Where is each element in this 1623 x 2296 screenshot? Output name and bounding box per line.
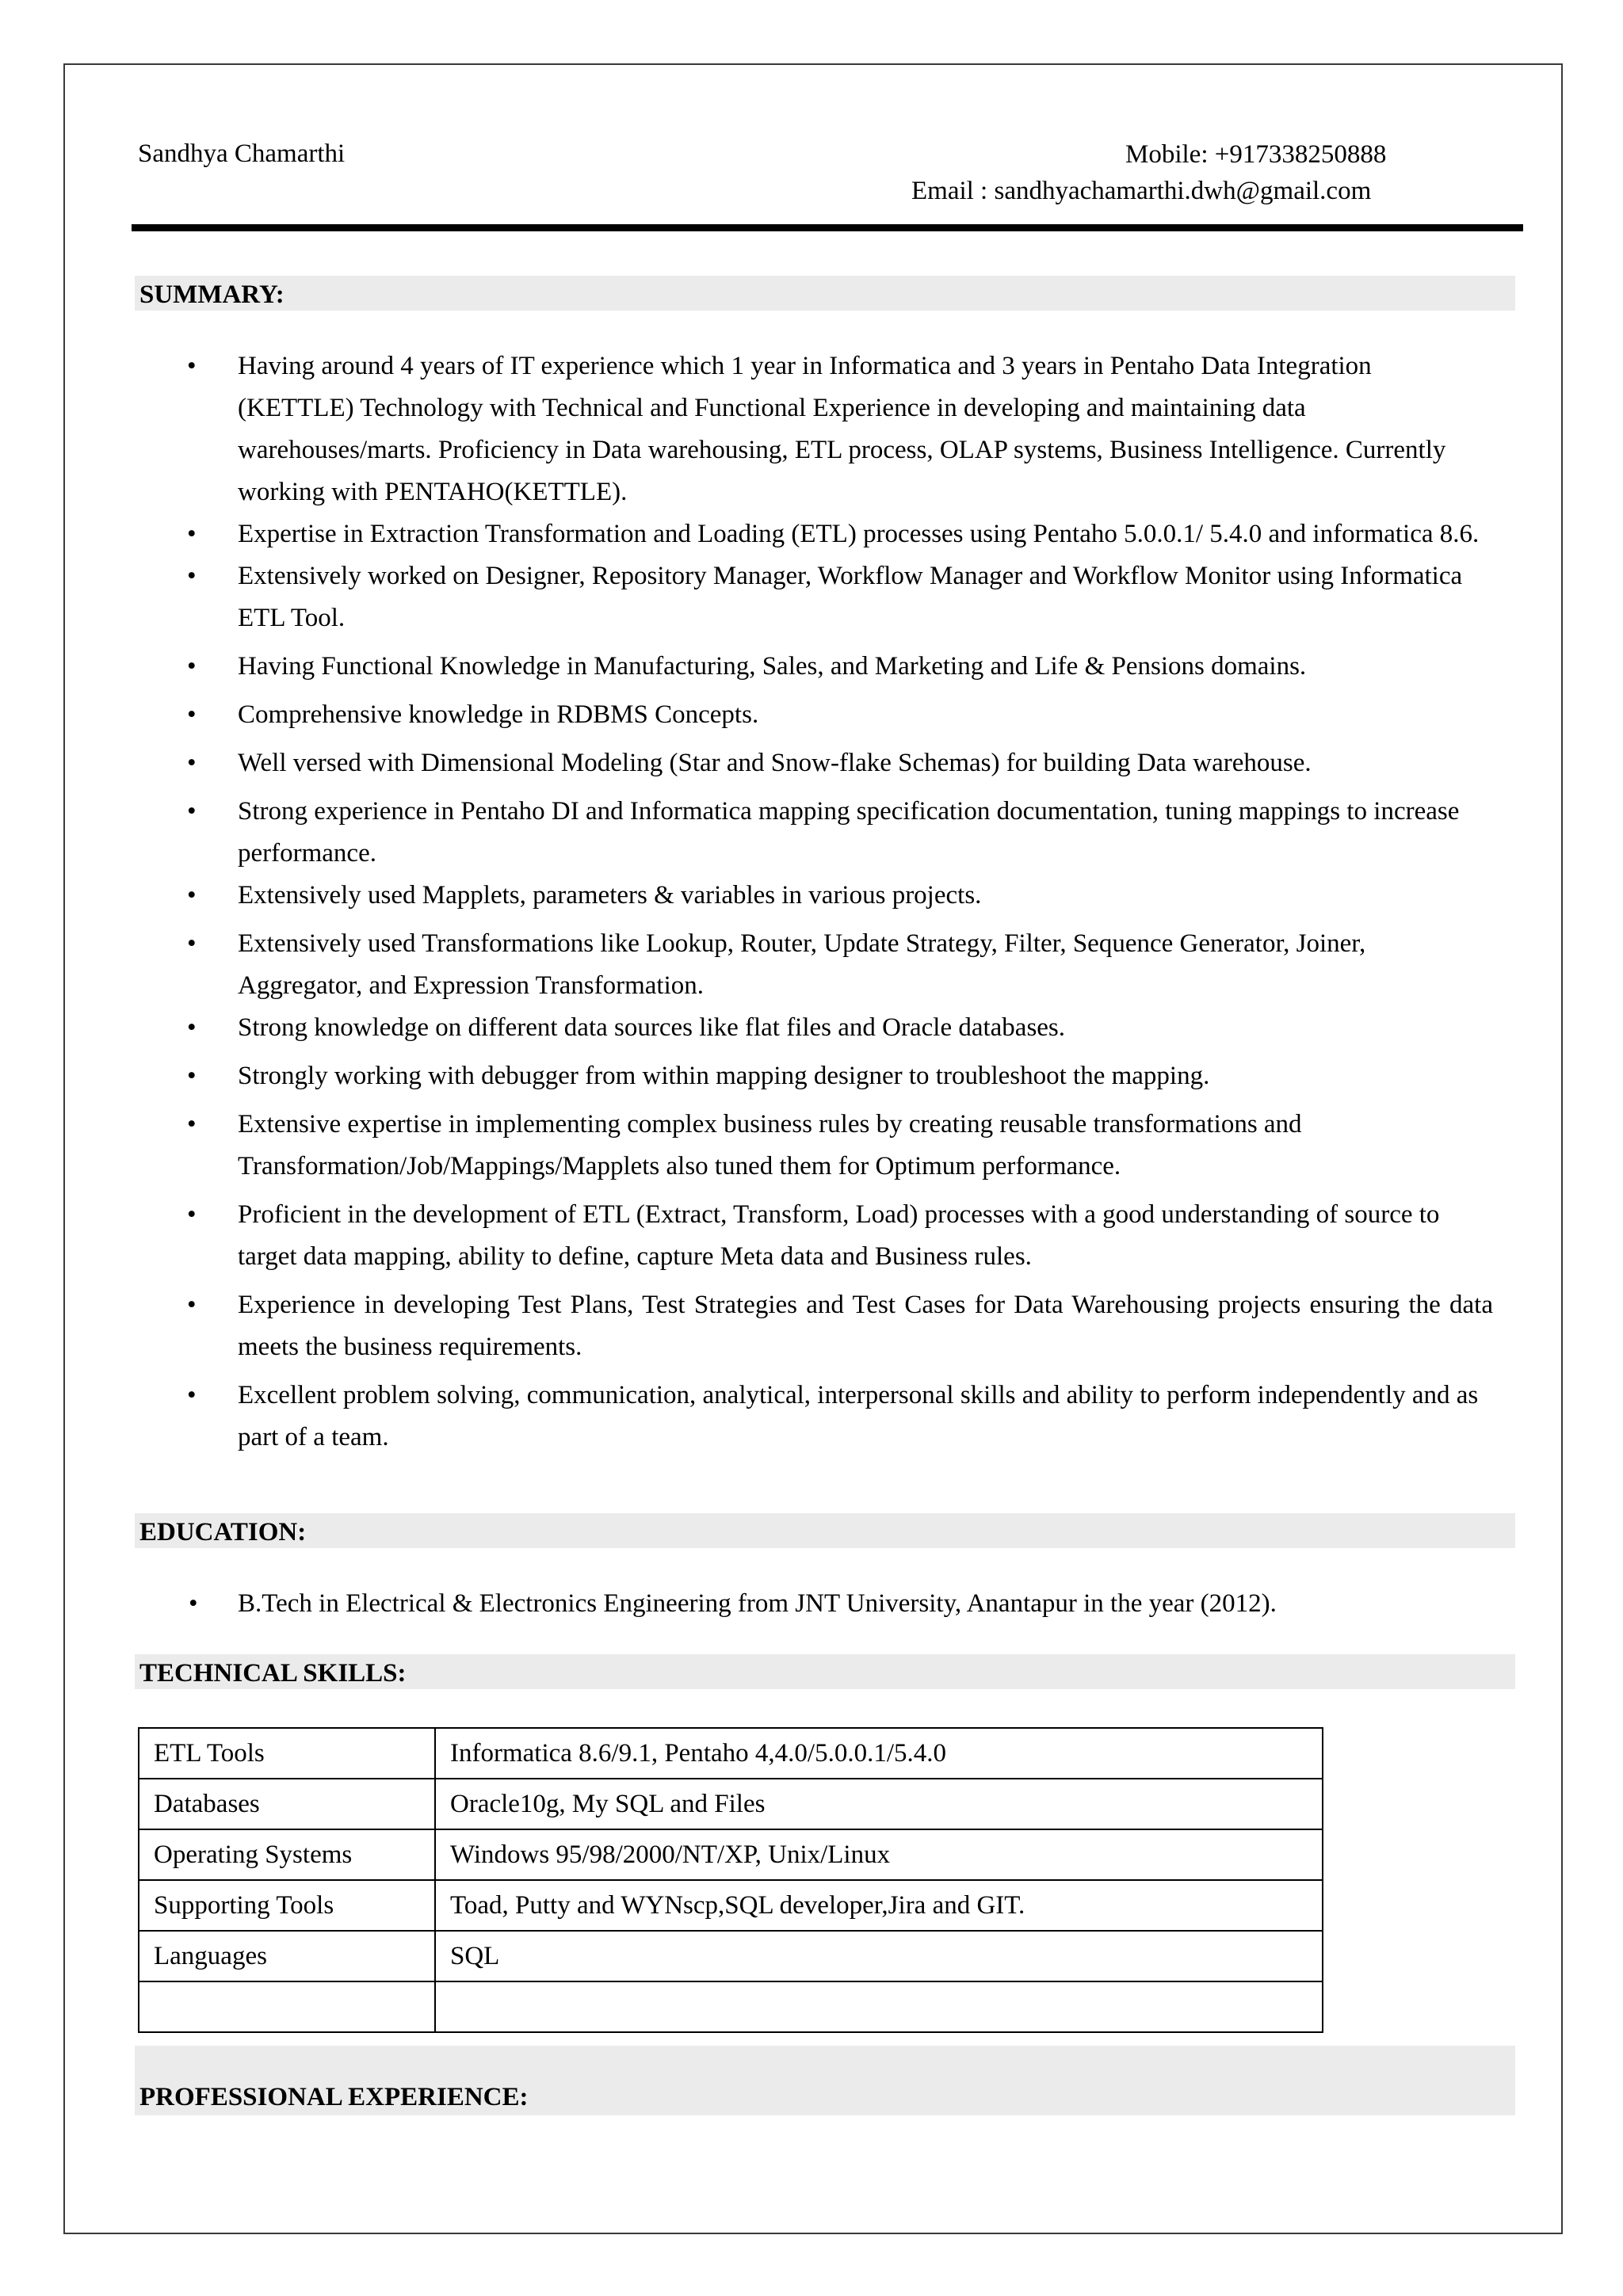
summary-item-text: Comprehensive knowledge in RDBMS Concepts. <box>238 700 759 729</box>
header-divider <box>132 224 1523 231</box>
summary-item-text: Strong knowledge on different data sources like flat files and Oracle databases. <box>238 1013 1066 1042</box>
bullet-icon: • <box>187 929 197 958</box>
summary-heading: SUMMARY: <box>135 276 1515 311</box>
summary-item <box>178 1194 1493 1278</box>
summary-item-text: Having around 4 years of IT experience which 1 year in Informatica and 3 years in Pentaho Data Integration (KETTLE) Technology with Technical and Functional Experience in developing and maintaining data warehouses/marts. Proficiency in Data warehousing, ETL process, OLAP systems, Business Intelligence. Currently working with PENTAHO(KETTLE). <box>238 352 1446 506</box>
summary-item-text: Expertise in Extraction Transformation and Loading (ETL) processes using Pentaho 5.0.0.1/ 5.4.0 and informatica 8.6. <box>238 520 1480 548</box>
bullet-icon: • <box>187 1291 197 1319</box>
summary-list <box>178 345 1493 1459</box>
table-row <box>139 1728 1323 1779</box>
summary-item-text: Strong experience in Pentaho DI and Informatica mapping specification documentation, tuning mappings to increase performance. <box>238 797 1460 868</box>
skill-category: Languages <box>139 1931 435 1981</box>
summary-item <box>178 1104 1493 1188</box>
email-address: Email : sandhyachamarthi.dwh@gmail.com <box>911 177 1372 205</box>
summary-item <box>178 742 1493 784</box>
bullet-icon: • <box>187 749 197 777</box>
summary-item-text: Extensively used Mapplets, parameters & variables in various projects. <box>238 881 982 910</box>
summary-item <box>178 1055 1493 1097</box>
contact-block <box>911 136 1506 209</box>
summary-item-text: Well versed with Dimensional Modeling (Star and Snow-flake Schemas) for building Data warehouse. <box>238 749 1312 777</box>
bullet-icon: • <box>187 1110 197 1138</box>
skill-category <box>139 1981 435 2032</box>
mobile-number: Mobile: +917338250888 <box>1125 140 1387 169</box>
skill-category: ETL Tools <box>139 1728 435 1779</box>
summary-item <box>178 513 1493 555</box>
skill-value: Windows 95/98/2000/NT/XP, Unix/Linux <box>435 1829 1323 1880</box>
summary-item <box>178 646 1493 688</box>
bullet-icon: • <box>187 520 197 548</box>
skill-value: Oracle10g, My SQL and Files <box>435 1779 1323 1829</box>
summary-item <box>178 694 1493 736</box>
table-row <box>139 1981 1323 2032</box>
skill-value: Toad, Putty and WYNscp,SQL developer,Jira and GIT. <box>435 1880 1323 1931</box>
summary-item-text: Excellent problem solving, communication, analytical, interpersonal skills and ability to perform independently and as part of a team. <box>238 1381 1479 1451</box>
bullet-icon: • <box>187 881 197 910</box>
summary-item-text: Extensively used Transformations like Lookup, Router, Update Strategy, Filter, Sequence Generator, Joiner, Aggregator, and Expression Transformation. <box>238 929 1366 1000</box>
technical-skills-table <box>138 1727 1323 2033</box>
skill-value: Informatica 8.6/9.1, Pentaho 4,4.0/5.0.0.1/5.4.0 <box>435 1728 1323 1779</box>
bullet-icon: • <box>187 700 197 729</box>
skill-value: SQL <box>435 1931 1323 1981</box>
skill-category: Supporting Tools <box>139 1880 435 1931</box>
education-item-text: B.Tech in Electrical & Electronics Engineering from JNT University, Anantapur in the year (2012). <box>238 1589 1277 1618</box>
summary-item <box>178 923 1493 1007</box>
table-row <box>139 1931 1323 1981</box>
summary-item-text: Extensively worked on Designer, Repository Manager, Workflow Manager and Workflow Monitor using Informatica ETL Tool. <box>238 562 1463 632</box>
professional-experience-heading: PROFESSIONAL EXPERIENCE: <box>135 2046 1515 2115</box>
table-row <box>139 1829 1323 1880</box>
bullet-icon: • <box>187 352 197 380</box>
table-row <box>139 1779 1323 1829</box>
summary-item <box>178 1007 1493 1049</box>
candidate-name: Sandhya Chamarthi <box>138 139 346 168</box>
technical-skills-heading: TECHNICAL SKILLS: <box>135 1654 1515 1689</box>
summary-item <box>178 875 1493 917</box>
bullet-icon: • <box>187 652 197 681</box>
table-row <box>139 1880 1323 1931</box>
summary-item-text: Experience in developing Test Plans, Test Strategies and Test Cases for Data Warehousing projects ensuring the data meets the business requirements. <box>238 1291 1493 1361</box>
summary-item <box>178 1284 1493 1368</box>
education-list <box>178 1583 1493 1624</box>
summary-item <box>178 791 1493 875</box>
skill-value <box>435 1981 1323 2032</box>
summary-item-text: Having Functional Knowledge in Manufacturing, Sales, and Marketing and Life & Pensions domains. <box>238 652 1307 681</box>
bullet-icon: • <box>187 1013 197 1042</box>
summary-item <box>178 555 1493 639</box>
summary-item-text: Strongly working with debugger from within mapping designer to troubleshoot the mapping. <box>238 1062 1210 1090</box>
skill-category: Operating Systems <box>139 1829 435 1880</box>
bullet-icon: • <box>187 1200 197 1229</box>
summary-item <box>178 1375 1493 1459</box>
bullet-icon: • <box>187 797 197 826</box>
summary-item-text: Extensive expertise in implementing complex business rules by creating reusable transformations and Transformation/Job/Mappings/Mapplets also tuned them for Optimum performance. <box>238 1110 1302 1180</box>
bullet-icon: • <box>189 1589 198 1618</box>
bullet-icon: • <box>187 562 197 590</box>
bullet-icon: • <box>187 1381 197 1409</box>
summary-item <box>178 345 1493 513</box>
skill-category: Databases <box>139 1779 435 1829</box>
education-item <box>178 1583 1493 1624</box>
bullet-icon: • <box>187 1062 197 1090</box>
education-heading: EDUCATION: <box>135 1513 1515 1548</box>
summary-item-text: Proficient in the development of ETL (Extract, Transform, Load) processes with a good understanding of source to target data mapping, ability to define, capture Meta data and Business rules. <box>238 1200 1440 1271</box>
